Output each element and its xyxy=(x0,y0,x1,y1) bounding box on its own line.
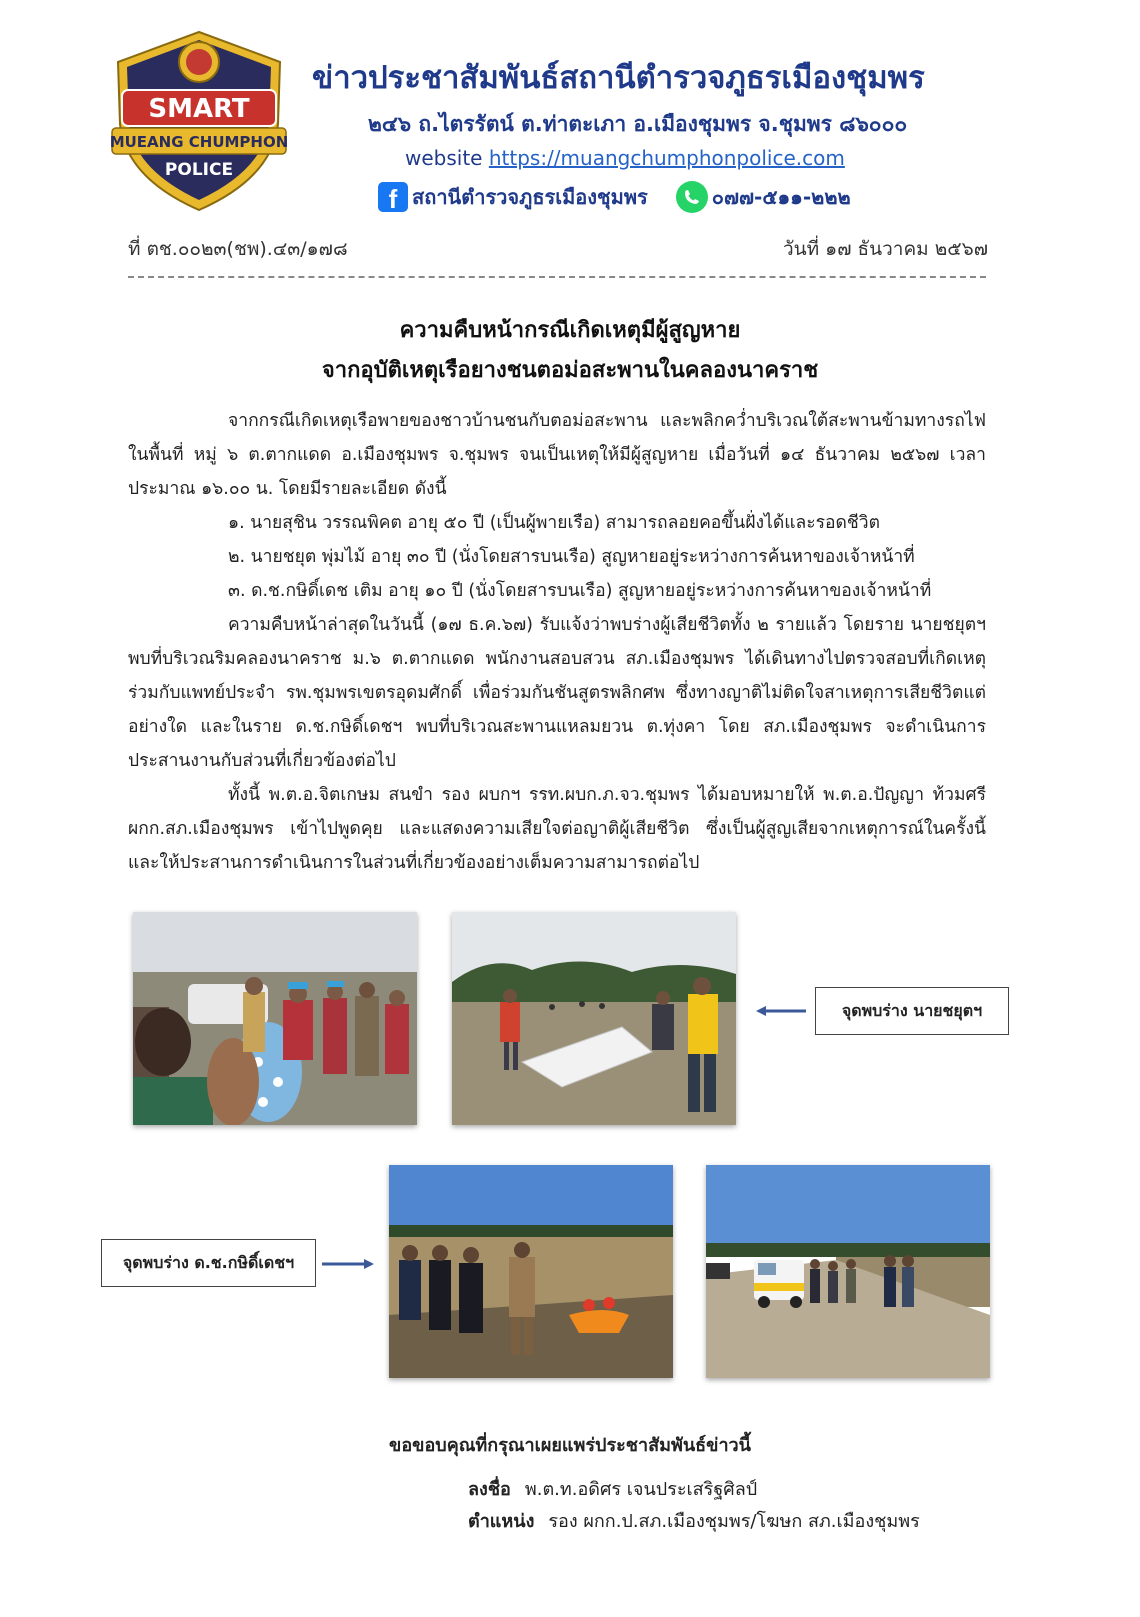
news-body xyxy=(128,404,986,880)
logo-top-text: SMART xyxy=(148,94,250,124)
closing-paragraph: ทั้งนี้ พ.ต.อ.จิตเกษม สนขำ รอง ผบกฯ รรท.ผบก.ภ.จว.ชุมพร ได้มอบหมายให้ พ.ต.อ.ปัญญา ท้วมศรี ผกก.สภ.เมืองชุมพร เข้าไปพูดคุย และแสดงความเสียใจต่อญาติผู้เสียชีวิต ซึ่งเป็นผู้สูญเสียจากเหตุการณ์ในครั้งนี้ และให้ประสานการดำเนินการในส่วนที่เกี่ยวข้องอย่างเต็มความสามารถต่อไป xyxy=(128,785,986,873)
callout-body2-location: จุดพบร่าง ด.ช.กษิดิ์เดชฯ xyxy=(101,1239,316,1287)
header-contact xyxy=(378,180,851,214)
thanks-line: ขอขอบคุณที่กรุณาเผยแพร่ประชาสัมพันธ์ข่าวนี้ xyxy=(389,1435,751,1456)
list-item: ๓. ด.ช.กษิดิ์เดช เติม อายุ ๑๐ ปี (นั่งโดยสารบนเรือ) สูญหายอยู่ระหว่างการค้นหาของเจ้าหน้าที่ xyxy=(228,581,932,601)
arrow-right-icon xyxy=(322,1255,374,1267)
progress-paragraph: ความคืบหน้าล่าสุดในวันนี้ (๑๗ ธ.ค.๖๗) รับแจ้งว่าพบร่างผู้เสียชีวิตทั้ง ๒ รายแล้ว โดยราย นายชยุตฯ พบที่บริเวณริมคลองนาคราช ม.๖ ต.ตากแดด พนักงานสอบสวน สภ.เมืองชุมพร ได้เดินทางไปตรวจสอบที่เกิดเหตุร่วมกับแพทย์ประจำ รพ.ชุมพรเขตรอุดมศักดิ์ เพื่อร่วมกันชันสูตรพลิกศพ ซึ่งทางญาติไม่ติดใจสาเหตุการเสียชีวิตแต่อย่างใด และในราย ด.ช.กษิดิ์เดชฯ พบที่บริเวณสะพานแหลมยวน ต.ทุ่งคา โดย สภ.เมืองชุมพร จะดำเนินการประสานงานกับส่วนที่เกี่ยวข้องต่อไป xyxy=(128,615,986,771)
website-label: website xyxy=(405,146,483,170)
photo-crowd xyxy=(133,912,417,1125)
news-title-line1: ความคืบหน้ากรณีเกิดเหตุมีผู้สูญหาย xyxy=(399,318,741,343)
arrow-left-icon xyxy=(756,1002,806,1014)
phone-number[interactable]: ๐๗๗-๕๑๑-๒๒๒ xyxy=(711,185,851,209)
callout-body1-location: จุดพบร่าง นายชยุตฯ xyxy=(815,987,1009,1035)
photo-recovery-site-3 xyxy=(706,1165,990,1378)
facebook-name[interactable]: สถานีตำรวจภูธรเมืองชุมพร xyxy=(412,185,648,209)
intro-paragraph: จากกรณีเกิดเหตุเรือพายของชาวบ้านชนกับตอม่อสะพาน และพลิกคว่ำบริเวณใต้สะพานข้ามทางรถไฟ ในพื้นที่ หมู่ ๖ ต.ตากแดด อ.เมืองชุมพร จ.ชุมพร จนเป็นเหตุให้มีผู้สูญหาย เมื่อวันที่ ๑๔ ธันวาคม ๒๕๖๗ เวลาประมาณ ๑๖.๐๐ น. โดยมีรายละเอียด ดังนี้ xyxy=(128,411,986,499)
logo-middle-text: MUEANG CHUMPHON xyxy=(109,133,289,151)
sign-name: พ.ต.ท.อดิศร เจนประเสริฐศิลป์ xyxy=(524,1479,758,1500)
photo-recovery-site-2 xyxy=(389,1165,673,1378)
list-item: ๒. นายชยุต พุ่มไม้ อายุ ๓๐ ปี (นั่งโดยสารบนเรือ) สูญหายอยู่ระหว่างการค้นหาของเจ้าหน้าที่ xyxy=(228,547,915,567)
logo-bottom-text: POLICE xyxy=(164,160,234,180)
website-link[interactable]: https://muangchumphonpolice.com xyxy=(488,146,845,170)
document-date: วันที่ ๑๗ ธันวาคม ๒๕๖๗ xyxy=(782,238,988,260)
police-logo xyxy=(108,28,290,213)
news-title-line2: จากอุบัติเหตุเรือยางชนตอม่อสะพานในคลองนาคราช xyxy=(321,358,819,383)
whatsapp-phone-icon xyxy=(676,181,708,213)
facebook-icon[interactable]: f xyxy=(378,182,408,212)
header-website xyxy=(405,146,845,170)
header-title: ข่าวประชาสัมพันธ์สถานีตำรวจภูธรเมืองชุมพร xyxy=(312,60,925,96)
position-label: ตำแหน่ง xyxy=(468,1511,535,1532)
document-number: ที่ ตช.๐๐๒๓(ชพ).๔๓/๑๗๘ xyxy=(128,238,348,260)
header-address: ๒๔๖ ถ.ไตรรัตน์ ต.ท่าตะเภา อ.เมืองชุมพร จ.ชุมพร ๘๖๐๐๐ xyxy=(368,112,908,136)
position-line xyxy=(468,1506,920,1535)
signature-line xyxy=(468,1474,757,1503)
position-value: รอง ผกก.ป.สภ.เมืองชุมพร/โฆษก สภ.เมืองชุมพร xyxy=(548,1511,920,1532)
divider xyxy=(128,276,986,278)
photo-recovery-site-1 xyxy=(452,912,736,1125)
sign-label: ลงชื่อ xyxy=(468,1479,511,1500)
list-item: ๑. นายสุชิน วรรณพิคต อายุ ๕๐ ปี (เป็นผู้พายเรือ) สามารถลอยคอขึ้นฝั่งได้และรอดชีวิต xyxy=(228,513,880,533)
